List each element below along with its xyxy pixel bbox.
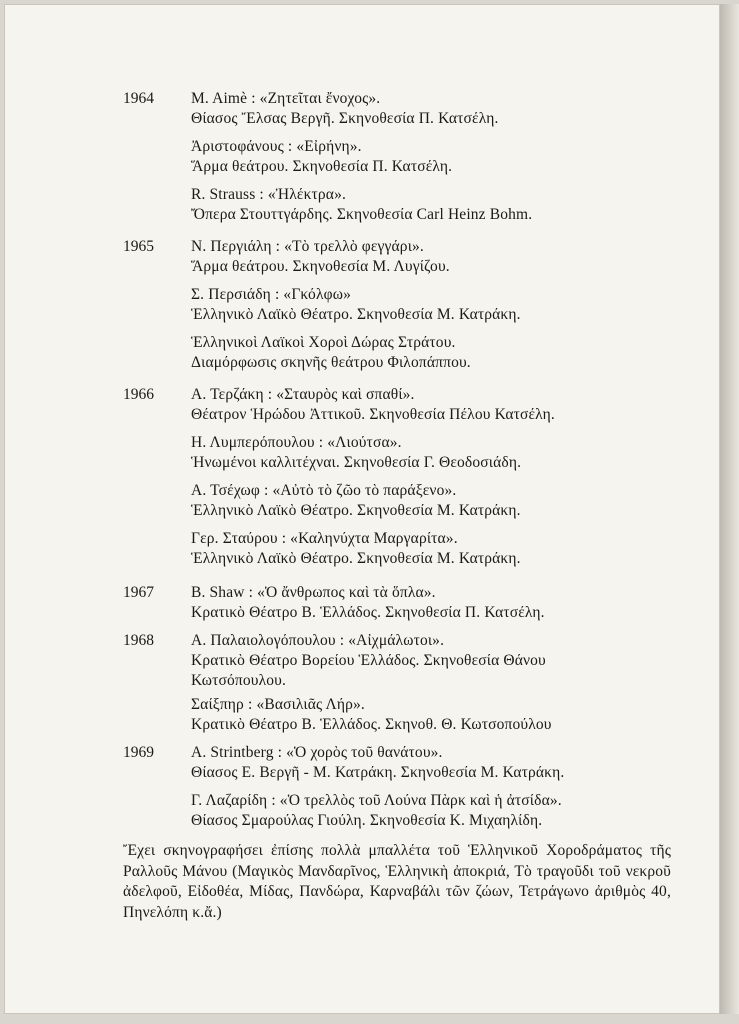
year-label: 1966: [123, 386, 154, 403]
production-entry: [191, 791, 691, 831]
production-details: Ἡνωμένοι καλλιτέχναι. Σκηνοθεσία Γ. Θεοδοσιάδη.: [191, 454, 522, 471]
production-title: B. Shaw : «Ὁ ἄνθρωπος καὶ τὰ ὅπλα».: [191, 584, 436, 601]
production-title: Ἀριστοφάνους : «Εἰρήνη».: [191, 138, 362, 155]
production-entry: [191, 285, 691, 325]
production-title: Σ. Περσιάδη : «Γκόλφω»: [191, 286, 351, 303]
production-entry: [191, 695, 691, 735]
production-entry: [191, 333, 691, 373]
production-details: Διαμόρφωσις σκηνῆς θεάτρου Φιλοπάππου.: [191, 354, 471, 371]
production-entry: [191, 237, 691, 277]
production-title: Η. Λυμπερόπουλου : «Λιούτσα».: [191, 434, 402, 451]
year-label: 1969: [123, 744, 154, 761]
production-title: R. Strauss : «Ἠλέκτρα».: [191, 186, 346, 203]
production-entry: [191, 631, 691, 691]
page-edge: [720, 4, 739, 1014]
production-title: A. Strintberg : «Ὁ χορὸς τοῦ θανάτου».: [191, 744, 443, 761]
production-entry: [191, 529, 691, 569]
production-title: Γ. Λαζαρίδη : «Ὁ τρελλὸς τοῦ Λούνα Πὰρκ καὶ ἡ ἀτσίδα».: [191, 792, 562, 809]
production-details: Ἑλληνικὸ Λαϊκὸ Θέατρο. Σκηνοθεσία Μ. Κατράκη.: [191, 306, 521, 323]
closing-note: Ἔχει σκηνογραφήσει ἐπίσης πολλὰ μπαλλέτα τοῦ Ἑλληνικοῦ Χοροδράματος τῆς Ραλλοῦς Μάνου (Μαγικὸς Μανδαρῖνος, Ἑλληνικὴ ἀποκριά, Τὸ τραγοῦδι τοῦ νεκροῦ ἀδελφοῦ, Εἰδοθέα, Μίδας, Πανδώρα, Καρναβάλι τῶν ζώων, Τετράγωνο ἀριθμὸς 40, Πηνελόπη κ.ἄ.): [123, 842, 671, 921]
production-details: Ἅρμα θεάτρου. Σκηνοθεσία Μ. Λυγίζου.: [191, 258, 450, 275]
production-details: Θίασος Σμαρούλας Γιούλη. Σκηνοθεσία Κ. Μιχαηλίδη.: [191, 812, 543, 829]
production-details: Θίασος Ε. Βεργῆ - Μ. Κατράκη. Σκηνοθεσία Μ. Κατράκη.: [191, 764, 565, 781]
production-details: Ἑλληνικὸ Λαϊκὸ Θέατρο. Σκηνοθεσία Μ. Κατράκη.: [191, 502, 521, 519]
production-details: Θίασος Ἔλσας Βεργῆ. Σκηνοθεσία Π. Κατσέλη.: [191, 110, 499, 127]
production-title: Σαίξπηρ : «Βασιλιᾶς Λήρ».: [191, 696, 365, 713]
production-title: Ἑλληνικοὶ Λαϊκοὶ Χοροὶ Δώρας Στράτου.: [191, 334, 456, 351]
production-entry: [191, 137, 691, 177]
year-label: 1968: [123, 632, 154, 649]
production-details: Θέατρον Ἡρώδου Ἀττικοῦ. Σκηνοθεσία Πέλου Κατσέλη.: [191, 406, 555, 423]
production-entry: [191, 185, 691, 225]
year-label: 1965: [123, 238, 154, 255]
production-title: Α. Τερζάκη : «Σταυρὸς καὶ σπαθί».: [191, 386, 415, 403]
year-label: 1967: [123, 584, 154, 601]
production-details: Ὄπερα Στουττγάρδης. Σκηνοθεσία Carl Heinz Bohm.: [191, 206, 533, 223]
production-details: Ἅρμα θεάτρου. Σκηνοθεσία Π. Κατσέλη.: [191, 158, 453, 175]
production-details: Κωτσόπουλου.: [191, 672, 287, 689]
production-details: Ἑλληνικὸ Λαϊκὸ Θέατρο. Σκηνοθεσία Μ. Κατράκη.: [191, 550, 521, 567]
production-entry: [191, 481, 691, 521]
production-entry: [191, 743, 691, 783]
year-label: 1964: [123, 90, 154, 107]
production-entry: [191, 385, 691, 425]
production-title: Α. Παλαιολογόπουλου : «Αἰχμάλωτοι».: [191, 632, 445, 649]
production-title: Γερ. Σταύρου : «Καληνύχτα Μαργαρίτα».: [191, 530, 458, 547]
production-title: M. Aimè : «Ζητεῖται ἔνοχος».: [191, 90, 381, 107]
production-title: Ν. Περγιάλη : «Τὸ τρελλὸ φεγγάρι».: [191, 238, 424, 255]
production-entry: [191, 433, 691, 473]
document-page: [4, 4, 720, 1014]
production-details: Κρατικὸ Θέατρο Β. Ἑλλάδος. Σκηνοθεσία Π. Κατσέλη.: [191, 604, 545, 621]
production-details: Κρατικὸ Θέατρο Βορείου Ἑλλάδος. Σκηνοθεσία Θάνου: [191, 652, 546, 669]
production-entry: [191, 89, 691, 129]
production-entry: [191, 583, 691, 623]
production-details: Κρατικὸ Θέατρο Β. Ἑλλάδος. Σκηνοθ. Θ. Κωτσοπούλου: [191, 716, 552, 733]
production-title: Α. Τσέχωφ : «Αὐτὸ τὸ ζῶο τὸ παράξενο».: [191, 482, 457, 499]
chronology-list: [5, 5, 721, 829]
